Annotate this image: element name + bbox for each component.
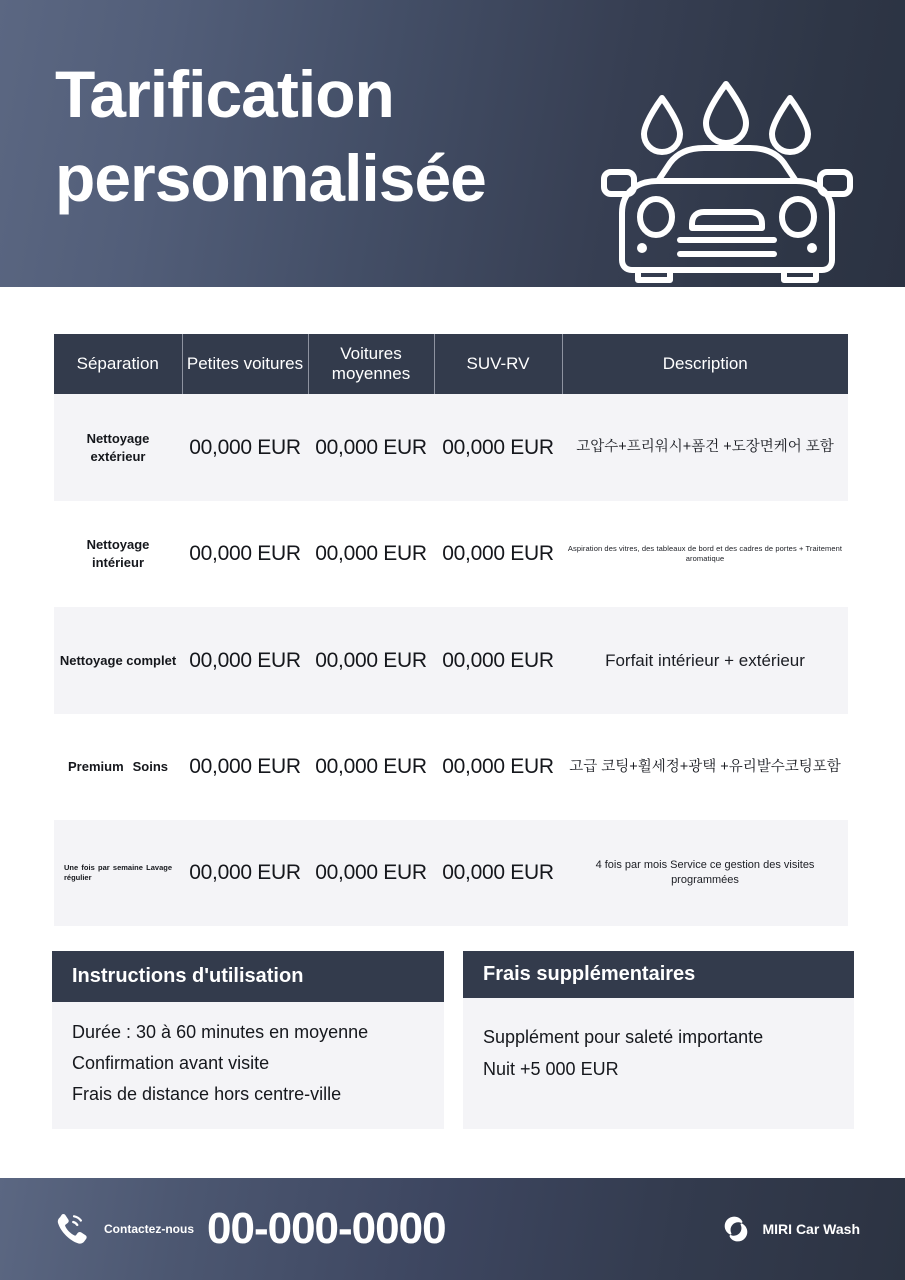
column-header-suv-rv: SUV-RV — [434, 334, 562, 394]
info-line: Frais de distance hors centre-ville — [72, 1084, 342, 1105]
miri-links-logo-icon — [719, 1212, 753, 1246]
contact-label: Contactez-nous — [104, 1222, 194, 1236]
row-description: Forfait intérieur + extérieur — [562, 607, 848, 714]
row-label: Nettoyage extérieur — [54, 394, 182, 501]
row-description: 4 fois par mois Service ce gestion des visites programmées — [562, 820, 848, 926]
price-small: 00,000 EUR — [182, 607, 308, 714]
row-label: Nettoyage intérieur — [54, 501, 182, 607]
row-label: Nettoyage complet — [54, 607, 182, 714]
info-card-title: Instructions d'utilisation — [52, 951, 444, 1002]
table-header-row — [54, 334, 848, 394]
info-line: Supplément pour saleté importante — [483, 1027, 764, 1047]
info-card-body — [52, 1002, 444, 1129]
footer-bar — [0, 1178, 905, 1280]
row-label: Premium Soins — [54, 714, 182, 820]
column-header-separation: Séparation — [54, 334, 182, 394]
price-medium: 00,000 EUR — [308, 607, 434, 714]
pricing-table — [54, 334, 848, 926]
info-card-title: Frais supplémentaires — [463, 951, 854, 998]
column-header-small-cars: Petites voitures — [182, 334, 308, 394]
row-label: Une fois par semaine Lavage régulier — [54, 820, 182, 926]
brand-lockup — [719, 1212, 861, 1246]
price-medium: 00,000 EUR — [308, 394, 434, 501]
price-small: 00,000 EUR — [182, 394, 308, 501]
car-wash-icon — [600, 68, 865, 283]
price-small: 00,000 EUR — [182, 820, 308, 926]
brand-name: MIRI Car Wash — [762, 1221, 860, 1237]
info-line: Confirmation avant visite — [72, 1053, 270, 1074]
info-cards-row — [52, 951, 854, 1129]
price-medium: 00,000 EUR — [308, 501, 434, 607]
column-header-medium-cars: Voitures moyennes — [308, 334, 434, 394]
table-row — [54, 820, 848, 926]
row-description: 고급 코팅+휠세정+광택 +유리발수코팅포함 — [562, 714, 848, 820]
phone-ring-icon — [50, 1208, 92, 1250]
hero-banner — [0, 0, 905, 287]
price-small: 00,000 EUR — [182, 501, 308, 607]
pricing-table-wrapper — [54, 334, 848, 926]
info-card-instructions — [52, 951, 444, 1129]
row-description: Aspiration des vitres, des tableaux de bord et des cadres de portes + Traitement aromatique — [562, 501, 848, 607]
info-card-extra-fees — [463, 951, 854, 1129]
price-suv: 00,000 EUR — [434, 607, 562, 714]
table-row — [54, 394, 848, 501]
price-small: 00,000 EUR — [182, 714, 308, 820]
table-row — [54, 501, 848, 607]
column-header-description: Description — [562, 334, 848, 394]
table-row — [54, 607, 848, 714]
phone-number[interactable]: 00-000-0000 — [207, 1204, 446, 1253]
price-medium: 00,000 EUR — [308, 820, 434, 926]
table-header — [54, 334, 848, 394]
info-card-body — [463, 998, 854, 1104]
price-medium: 00,000 EUR — [308, 714, 434, 820]
table-row — [54, 714, 848, 820]
price-suv: 00,000 EUR — [434, 501, 562, 607]
price-suv: 00,000 EUR — [434, 394, 562, 501]
info-line: Durée : 30 à 60 minutes en moyenne — [72, 1022, 369, 1042]
page-title: Tarification personnalisée — [55, 57, 486, 215]
row-description: 고압수+프리워시+폼건 +도장면케어 포함 — [562, 394, 848, 501]
price-suv: 00,000 EUR — [434, 714, 562, 820]
info-line: Nuit +5 000 EUR — [483, 1059, 619, 1080]
price-suv: 00,000 EUR — [434, 820, 562, 926]
table-body — [54, 394, 848, 926]
